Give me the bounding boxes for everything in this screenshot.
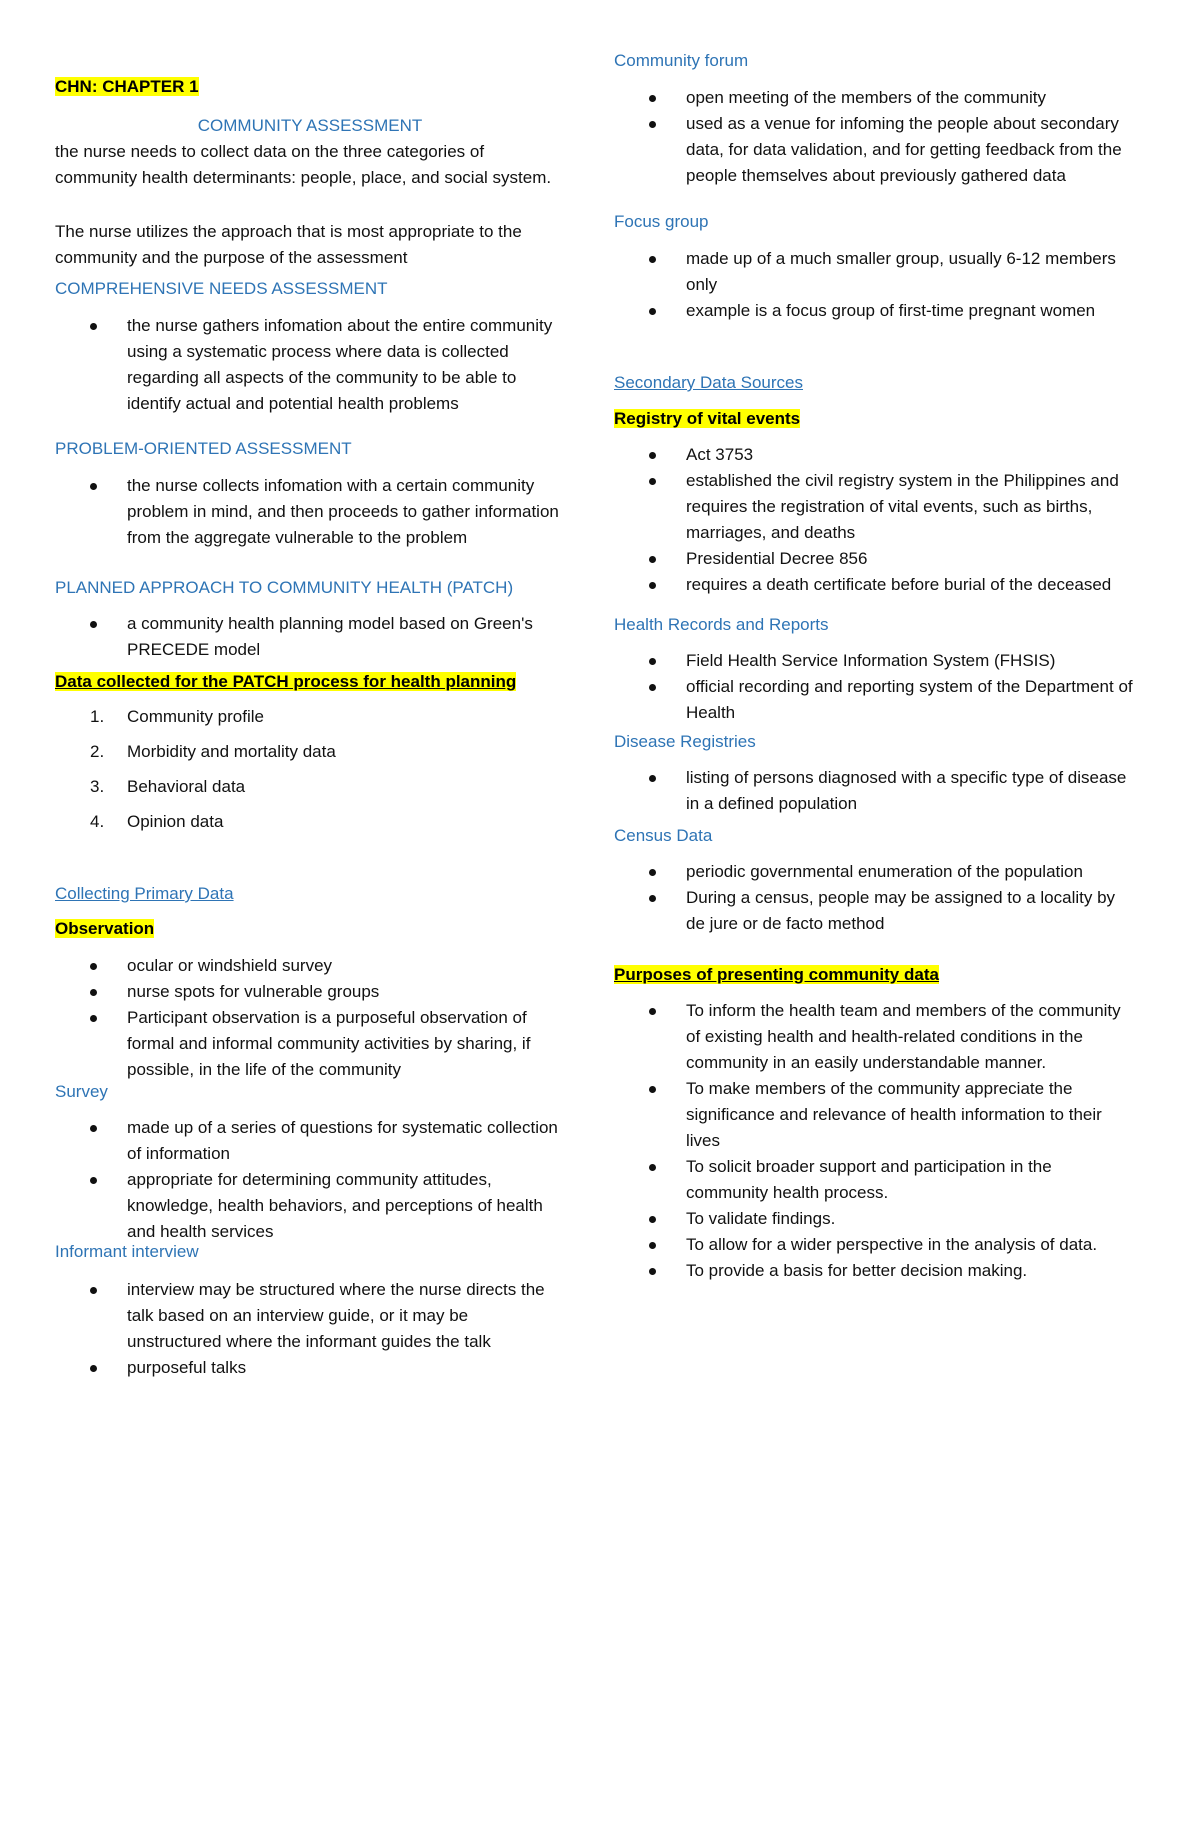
list-item: interview may be structured where the nurse directs the talk based on an interview guide, or it may be unstructured where the informant guides the talk: [55, 1277, 565, 1355]
forum-heading: Community forum: [614, 51, 749, 70]
observation-list: [55, 953, 565, 1083]
bullet-icon: [649, 121, 656, 128]
registry-list: [614, 442, 1134, 598]
list-item: During a census, people may be assigned to a locality by de jure or de facto method: [614, 885, 1134, 937]
bullet-icon: [649, 1164, 656, 1171]
survey-heading: Survey: [55, 1082, 108, 1101]
records-list: [614, 648, 1134, 726]
bullet-icon: [90, 483, 97, 490]
list-item: To provide a basis for better decision making.: [614, 1258, 1134, 1284]
primary-data-heading[interactable]: Collecting Primary Data: [55, 884, 234, 903]
disease-heading: Disease Registries: [614, 732, 756, 751]
bullet-icon: [90, 1125, 97, 1132]
bullet-icon: [649, 775, 656, 782]
list-item: a community health planning model based on Green's PRECEDE model: [55, 611, 565, 663]
bullet-icon: [90, 1177, 97, 1184]
purposes-list: [614, 998, 1134, 1284]
survey-list: [55, 1115, 565, 1245]
list-item: official recording and reporting system of the Department of Health: [614, 674, 1134, 726]
list-item: 1. Community profile: [90, 707, 264, 726]
list-item: appropriate for determining community attitudes, knowledge, health behaviors, and perceptions of health and health services: [55, 1167, 565, 1245]
informant-list: [55, 1277, 565, 1381]
list-item: Field Health Service Information System (FHSIS): [614, 648, 1134, 674]
bullet-icon: [90, 1287, 97, 1294]
patch-data-list: [55, 704, 565, 844]
list-item: To make members of the community appreciate the significance and relevance of health information to their lives: [614, 1076, 1134, 1154]
registry-heading: Registry of vital events: [614, 409, 801, 428]
bullet-icon: [649, 869, 656, 876]
list-item: made up of a much smaller group, usually 6-12 members only: [614, 246, 1134, 298]
list-item: used as a venue for infoming the people about secondary data, for data validation, and for getting feedback from the people themselves about previously gathered data: [614, 111, 1134, 189]
list-item: nurse spots for vulnerable groups: [55, 979, 565, 1005]
bullet-icon: [90, 323, 97, 330]
list-item: 2. Morbidity and mortality data: [90, 742, 336, 761]
bullet-icon: [90, 963, 97, 970]
bullet-icon: [649, 308, 656, 315]
bullet-icon: [90, 1365, 97, 1372]
list-item: To solicit broader support and participation in the community health process.: [614, 1154, 1134, 1206]
list-item: listing of persons diagnosed with a specific type of disease in a defined population: [614, 765, 1134, 817]
bullet-icon: [649, 452, 656, 459]
list-item: To allow for a wider perspective in the analysis of data.: [614, 1232, 1134, 1258]
purposes-heading: Purposes of presenting community data: [614, 965, 939, 984]
bullet-icon: [649, 1008, 656, 1015]
list-item: established the civil registry system in the Philippines and requires the registration of vital events, such as births, marriages, and deaths: [614, 468, 1134, 546]
cna-heading: COMPREHENSIVE NEEDS ASSESSMENT: [55, 279, 388, 298]
section-subtitle: COMMUNITY ASSESSMENT: [197, 116, 423, 135]
patch-heading: PLANNED APPROACH TO COMMUNITY HEALTH (PATCH): [55, 578, 514, 597]
poa-list: [55, 473, 565, 551]
focus-heading: Focus group: [614, 212, 709, 231]
bullet-icon: [649, 478, 656, 485]
list-item: the nurse collects infomation with a certain community problem in mind, and then proceeds to gather information from the aggregate vulnerable to the problem: [55, 473, 565, 551]
bullet-icon: [90, 1015, 97, 1022]
bullet-icon: [90, 989, 97, 996]
list-item: To inform the health team and members of the community of existing health and health-related conditions in the community in an easily understandable manner.: [614, 998, 1134, 1076]
patch-data-heading: Data collected for the PATCH process for health planning: [55, 672, 517, 691]
informant-heading: Informant interview: [55, 1242, 199, 1261]
census-heading: Census Data: [614, 826, 713, 845]
list-item: the nurse gathers infomation about the entire community using a systematic process where data is collected regarding all aspects of the community to be able to identify actual and potential health problems: [55, 313, 565, 417]
bullet-icon: [90, 621, 97, 628]
patch-list: [55, 611, 565, 663]
bullet-icon: [649, 556, 656, 563]
bullet-icon: [649, 582, 656, 589]
chapter-title: CHN: CHAPTER 1: [55, 77, 199, 96]
cna-list: [55, 313, 565, 417]
bullet-icon: [649, 1086, 656, 1093]
poa-heading: PROBLEM-ORIENTED ASSESSMENT: [55, 439, 352, 458]
list-item: ocular or windshield survey: [55, 953, 565, 979]
bullet-icon: [649, 1216, 656, 1223]
list-item: To validate findings.: [614, 1206, 1134, 1232]
list-item: Act 3753: [614, 442, 1134, 468]
intro-paragraph-2: The nurse utilizes the approach that is most appropriate to the community and the purpose of the assessment: [55, 222, 522, 267]
list-item: requires a death certificate before burial of the deceased: [614, 572, 1134, 598]
focus-list: [614, 246, 1134, 324]
list-item: purposeful talks: [55, 1355, 565, 1381]
bullet-icon: [649, 658, 656, 665]
list-item: example is a focus group of first-time pregnant women: [614, 298, 1134, 324]
intro-paragraph-1: the nurse needs to collect data on the three categories of community health determinants: people, place, and social system.: [55, 142, 552, 187]
secondary-data-heading[interactable]: Secondary Data Sources: [614, 373, 803, 392]
list-item: made up of a series of questions for systematic collection of information: [55, 1115, 565, 1167]
bullet-icon: [649, 95, 656, 102]
bullet-icon: [649, 1242, 656, 1249]
forum-list: [614, 85, 1134, 189]
list-item: open meeting of the members of the community: [614, 85, 1134, 111]
bullet-icon: [649, 684, 656, 691]
list-item: 3. Behavioral data: [90, 777, 246, 796]
list-item: Participant observation is a purposeful observation of formal and informal community activities by sharing, if possible, in the life of the community: [55, 1005, 565, 1083]
observation-heading: Observation: [55, 919, 155, 938]
list-item: 4. Opinion data: [90, 812, 224, 831]
census-list: [614, 859, 1134, 937]
bullet-icon: [649, 1268, 656, 1275]
bullet-icon: [649, 256, 656, 263]
list-item: Presidential Decree 856: [614, 546, 1134, 572]
disease-list: [614, 765, 1134, 817]
list-item: periodic governmental enumeration of the population: [614, 859, 1134, 885]
records-heading: Health Records and Reports: [614, 615, 829, 634]
bullet-icon: [649, 895, 656, 902]
